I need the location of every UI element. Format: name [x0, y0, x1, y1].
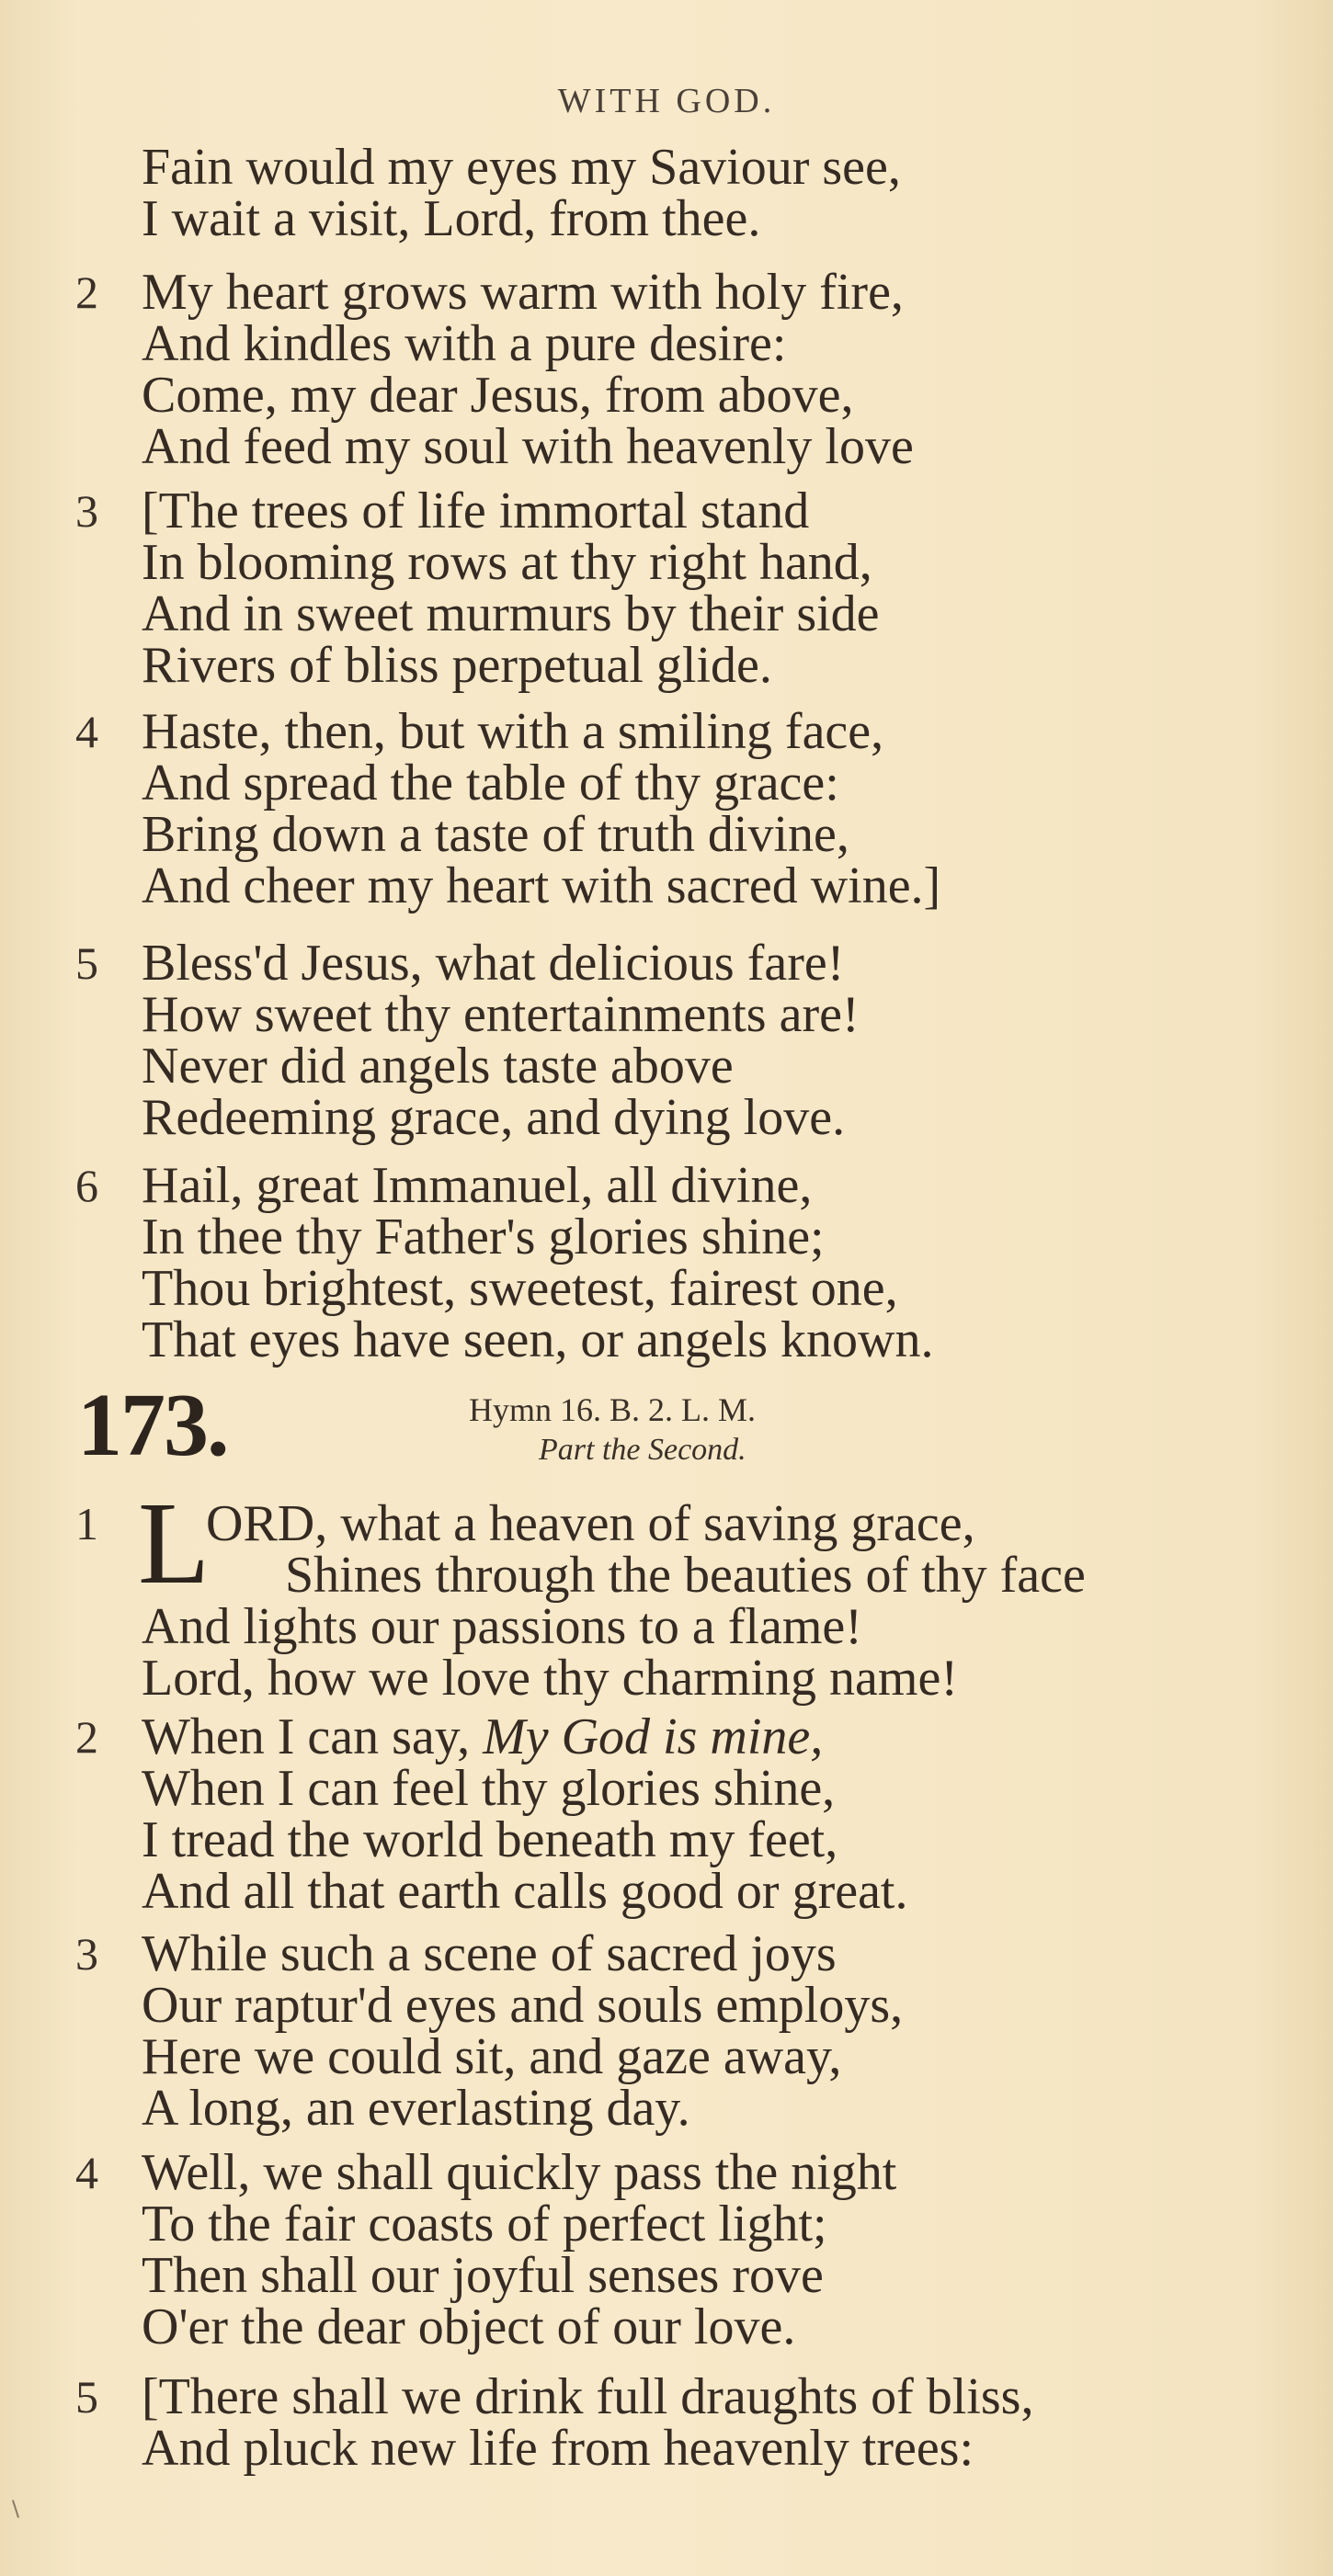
verse-line: Bless'd Jesus, what delicious fare!: [142, 935, 845, 992]
verse-line: And all that earth calls good or great.: [142, 1863, 908, 1920]
verse-number: 2: [75, 1711, 98, 1763]
running-head: WITH GOD.: [557, 82, 776, 120]
verse-line: ORD, what a heaven of saving grace,: [206, 1495, 975, 1552]
verse-line: Here we could sit, and gaze away,: [142, 2028, 842, 2085]
verse-number: 3: [75, 485, 98, 537]
verse-line: Come, my dear Jesus, from above,: [142, 367, 854, 424]
verse-number: 4: [75, 706, 98, 757]
verse-line: A long, an everlasting day.: [142, 2080, 690, 2137]
verse-line: How sweet thy entertainments are!: [142, 986, 860, 1043]
verse-line: [The trees of life immortal stand: [142, 482, 810, 539]
verse-line: Fain would my eyes my Saviour see,: [142, 139, 901, 196]
verse-line: Our raptur'd eyes and souls employs,: [142, 1977, 904, 2034]
verse-line-italic: My God is mine,: [483, 1708, 824, 1765]
verse-number: 5: [75, 937, 98, 989]
verse-number: 5: [75, 2371, 98, 2423]
verse-line: And feed my soul with heavenly love: [142, 418, 914, 475]
verse-line: [There shall we drink full draughts of bliss,: [142, 2368, 1034, 2425]
verse-line: To the fair coasts of perfect light;: [142, 2196, 827, 2253]
verse-line: And spread the table of thy grace:: [142, 755, 839, 811]
verse-line: Never did angels taste above: [142, 1038, 734, 1095]
hymn-subtitle: Part the Second.: [539, 1433, 746, 1467]
verse-line: Then shall our joyful senses rove: [142, 2247, 824, 2304]
verse-line: Shines through the beauties of thy face: [285, 1547, 1086, 1604]
verse-line: While such a scene of sacred joys: [142, 1925, 837, 1982]
verse-line: And in sweet murmurs by their side: [142, 585, 880, 642]
verse-number: 3: [75, 1928, 98, 1980]
drop-cap: L: [138, 1478, 211, 1608]
hymn-number: 173.: [77, 1376, 228, 1475]
verse-number: 6: [75, 1160, 98, 1211]
verse-number: 4: [75, 2147, 98, 2198]
verse-line: Lord, how we love thy charming name!: [142, 1650, 958, 1707]
verse-line: And cheer my heart with sacred wine.]: [142, 857, 941, 914]
hymn-meter: Hymn 16. B. 2. L. M.: [469, 1391, 757, 1428]
verse-line: When I can feel thy glories shine,: [142, 1760, 836, 1817]
verse-line: Well, we shall quickly pass the night: [142, 2144, 897, 2201]
verse-line: Bring down a taste of truth divine,: [142, 806, 849, 863]
verse-line: Redeeming grace, and dying love.: [142, 1089, 846, 1146]
verse-line: I tread the world beneath my feet,: [142, 1811, 838, 1868]
verse-number: 2: [75, 267, 98, 318]
verse-line: My heart grows warm with holy fire,: [142, 264, 904, 321]
verse-line: And pluck new life from heavenly trees:: [142, 2420, 974, 2477]
verse-line: Thou brightest, sweetest, fairest one,: [142, 1260, 898, 1317]
verse-line: I wait a visit, Lord, from thee.: [142, 190, 761, 247]
verse-line: [142, 1709, 823, 1765]
verse-line: In thee thy Father's glories shine;: [142, 1209, 825, 1265]
verse-line: In blooming rows at thy right hand,: [142, 534, 872, 591]
verse-line: O'er the dear object of our love.: [142, 2298, 796, 2355]
verse-line: And kindles with a pure desire:: [142, 315, 787, 372]
verse-line: Hail, great Immanuel, all divine,: [142, 1157, 813, 1214]
margin-mark: [12, 2500, 19, 2518]
verse-line: That eyes have seen, or angels known.: [142, 1311, 934, 1368]
verse-line-plain: When I can say,: [142, 1708, 484, 1765]
verse-line: And lights our passions to a flame!: [142, 1598, 862, 1655]
verse-line: Rivers of bliss perpetual glide.: [142, 637, 772, 694]
verse-number: 1: [75, 1498, 98, 1549]
verse-line: Haste, then, but with a smiling face,: [142, 703, 884, 760]
